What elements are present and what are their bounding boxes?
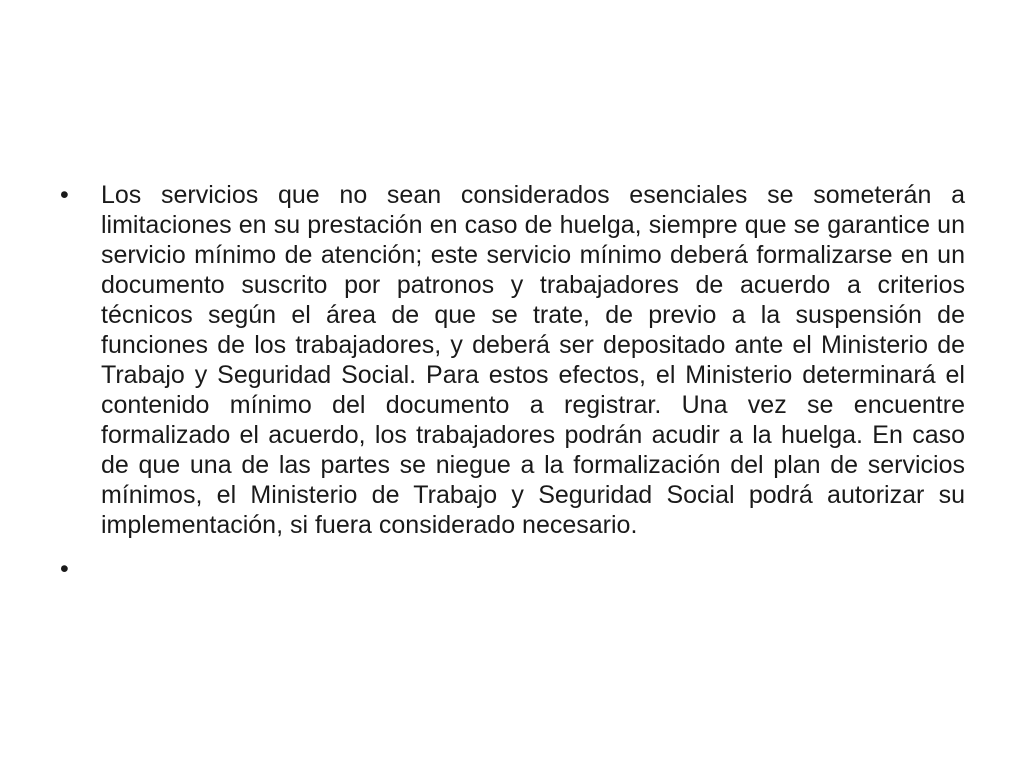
bullet-marker: • xyxy=(60,181,69,209)
bullet-text: Los servicios que no sean considerados esenciales se someterán a limitaciones en su prestación en caso de huelga, siempre que se garantice un servicio mínimo de atención; este servicio mínimo deberá formalizarse en un documento suscrito por patronos y trabajadores de acuerdo a criterios técnicos según el área de que se trate, de previo a la suspensión de funciones de los trabajadores, y deberá ser depositado ante el Ministerio de Trabajo y Seguridad Social. Para estos efectos, el Ministerio determinará el contenido mínimo del documento a registrar. Una vez se encuentre formalizado el acuerdo, los trabajadores podrán acudir a la huelga. En caso de que una de las partes se niegue a la formalización del plan de servicios mínimos, el Ministerio de Trabajo y Seguridad Social podrá autorizar su implementación, si fuera considerado necesario. xyxy=(101,181,965,539)
bullet-item-empty xyxy=(60,554,965,584)
bullet-text xyxy=(101,554,965,584)
slide-content xyxy=(60,180,965,598)
bullet-list xyxy=(60,180,965,584)
bullet-item xyxy=(60,180,965,540)
bullet-marker: • xyxy=(60,555,69,583)
